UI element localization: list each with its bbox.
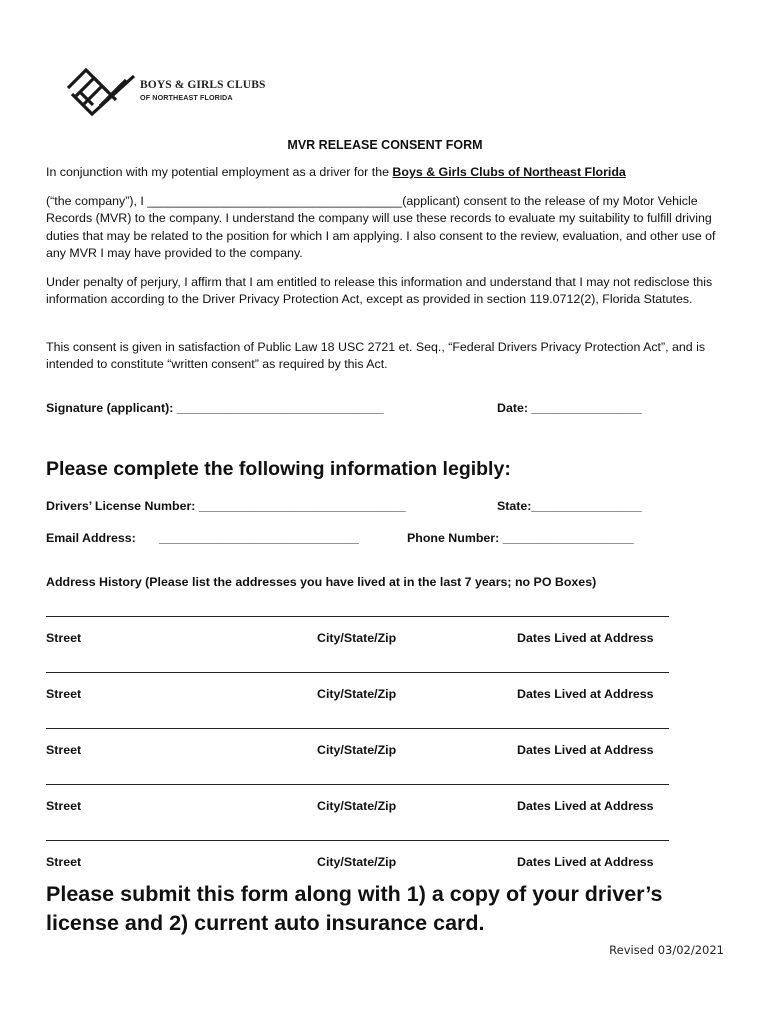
license-number-field[interactable]: Drivers’ License Number: ______________________________ xyxy=(46,499,406,513)
city-state-zip-label: City/State/Zip xyxy=(317,631,397,645)
signature-field[interactable]: Signature (applicant): ______________________________ xyxy=(46,401,384,415)
dates-lived-label: Dates Lived at Address xyxy=(517,743,654,757)
city-state-zip-label: City/State/Zip xyxy=(317,687,397,701)
address-entry-line[interactable] xyxy=(46,840,669,841)
street-label: Street xyxy=(46,799,82,813)
address-entry-line[interactable] xyxy=(46,784,669,785)
address-history-heading: Address History (Please list the addresses you have lived at in the last 7 years; no PO Boxes) xyxy=(46,575,597,589)
address-entry-line[interactable] xyxy=(46,616,669,617)
organization-name: Boys & Girls Clubs of Northeast Florida xyxy=(392,165,626,179)
date-field[interactable]: Date: ________________ xyxy=(497,401,642,415)
email-field[interactable]: _____________________________ xyxy=(159,531,359,545)
intro-line xyxy=(46,164,730,181)
phone-number-field[interactable]: Phone Number: ___________________ xyxy=(407,531,634,545)
street-label: Street xyxy=(46,855,82,869)
logo-mark-icon xyxy=(66,66,136,118)
intro-text: In conjunction with my potential employment as a driver for the xyxy=(46,165,393,179)
law-paragraph: This consent is given in satisfaction of Public Law 18 USC 2721 et. Seq., “Federal Drivers Privacy Protection Act”, and is intended to constitute “written consent” as required by this Act. xyxy=(46,340,706,372)
street-label: Street xyxy=(46,631,82,645)
perjury-paragraph: Under penalty of perjury, I affirm that I am entitled to release this information and understand that I may not redisclose this information according to the Driver Privacy Protection Act, except as provided in section 119.0712(2), Florida Statutes. xyxy=(46,275,713,307)
consent-paragraph: (“the company”), I _____________________________________(applicant) consent to the release of my Motor Vehicle Records (MVR) to the company. I understand the company will use these records to evaluate my suitability to fulfill driving duties that may be related to the position for which I am applying. I also consent to the review, evaluation, and other use of any MVR I may have provided to the company. xyxy=(46,194,716,261)
address-row xyxy=(0,773,770,829)
info-heading: Please complete the following information legibly: xyxy=(46,458,511,480)
organization-logo xyxy=(66,66,276,118)
city-state-zip-label: City/State/Zip xyxy=(317,855,397,869)
logo-org-name: BOYS & GIRLS CLUBS xyxy=(140,79,266,91)
address-row xyxy=(0,605,770,661)
address-entry-line[interactable] xyxy=(46,672,669,673)
logo-org-region: OF NORTHEAST FLORIDA xyxy=(140,93,233,102)
revision-date: Revised 03/02/2021 xyxy=(609,943,724,957)
street-label: Street xyxy=(46,687,82,701)
address-row xyxy=(0,661,770,717)
dates-lived-label: Dates Lived at Address xyxy=(517,631,654,645)
dates-lived-label: Dates Lived at Address xyxy=(517,855,654,869)
address-row xyxy=(0,717,770,773)
dates-lived-label: Dates Lived at Address xyxy=(517,799,654,813)
city-state-zip-label: City/State/Zip xyxy=(317,743,397,757)
email-label: Email Address: xyxy=(46,531,136,545)
form-title: MVR RELEASE CONSENT FORM xyxy=(287,138,483,152)
submission-notice: Please submit this form along with 1) a copy of your driver’s license and 2) current auto insurance card. xyxy=(46,882,663,935)
city-state-zip-label: City/State/Zip xyxy=(317,799,397,813)
street-label: Street xyxy=(46,743,82,757)
state-field[interactable]: State:________________ xyxy=(497,499,642,513)
address-row xyxy=(0,829,770,885)
address-entry-line[interactable] xyxy=(46,728,669,729)
dates-lived-label: Dates Lived at Address xyxy=(517,687,654,701)
